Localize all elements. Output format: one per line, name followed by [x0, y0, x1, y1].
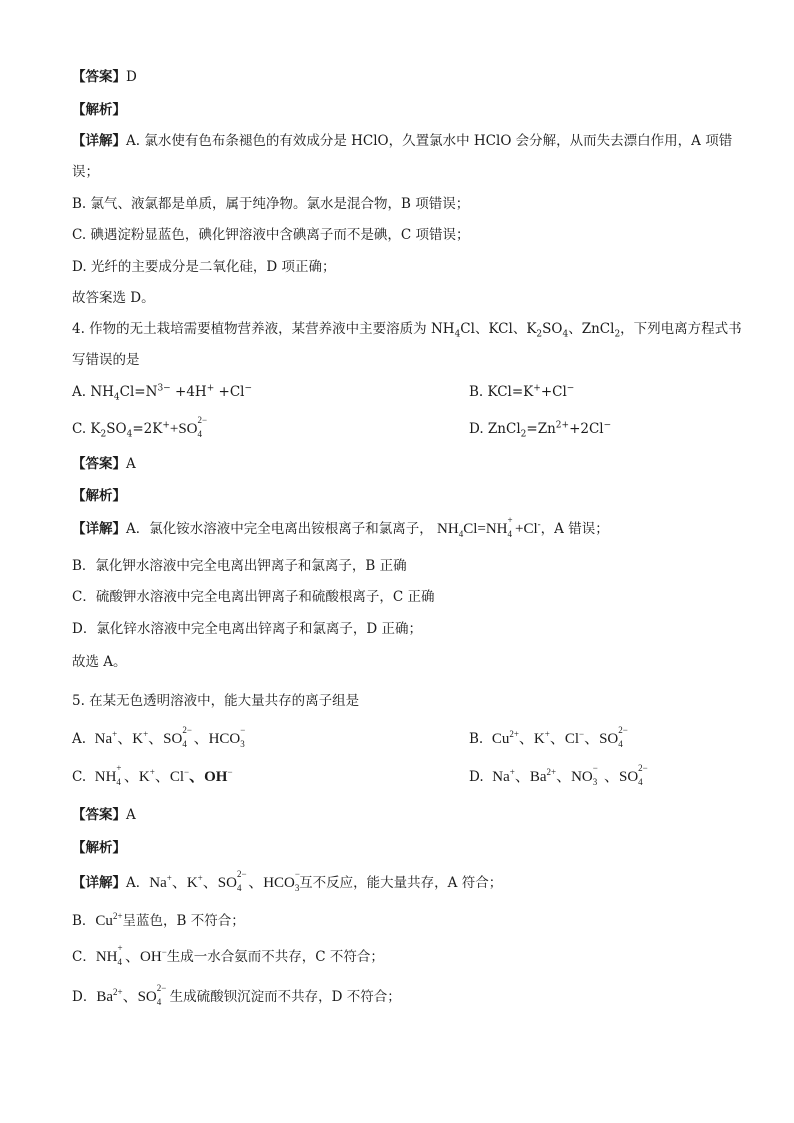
q4-stem-line1: 4. 作物的无土栽培需要植物营养液，某营养液中主要溶质为 $NH_4Cl$、KCl、$K_2SO_4$、ZnCl$_2$，下列电离方程式书: [72, 321, 742, 340]
q5-option-a: A. Na+、K+、SO 2− 4 、HCO − 3: [72, 725, 246, 750]
answer-value: D: [126, 69, 137, 85]
q4-options-row2: [72, 415, 612, 440]
q5-detail-a: 【详解】A．Na+、K+、SO 2− 4 、HCO − 3 互不反应，能大量共存，A 符合；: [72, 869, 503, 894]
q5-analysis-heading: 【解析】: [72, 840, 126, 856]
q4-detail-b: B．氯化钾水溶液中完全电离出钾离子和氯离子，B 正确: [72, 558, 407, 574]
q5-stem: 5. 在某无色透明溶液中，能大量共存的离子组是: [72, 693, 360, 709]
q5-detail-d: D．$Ba^{2+}$、SO 2− 4 生成硫酸钡沉淀而不共存，D 不符合；: [72, 983, 401, 1008]
q4-answer-line: 【答案】A: [72, 456, 136, 472]
q5-detail-b: B．$Cu^{2+}$呈蓝色，B 不符合；: [72, 911, 245, 929]
q4-option-d: D. $ZnCl_2=Zn^{2+}+2Cl^-$: [469, 420, 612, 440]
q3-answer-line: [72, 68, 137, 86]
q4-option-a: A. $NH_4Cl=N^{3-} +4H^+ +Cl^-$: [72, 383, 253, 403]
q5-option-c: C. NH + 4 、K+、Cl−、OH−: [72, 763, 233, 788]
q5-option-d: D. Na+、$Ba^{2+}$、NO − 3 、SO 2− 4: [469, 763, 648, 788]
q3-detail-c: C. 碘遇淀粉显蓝色，碘化钾溶液中含碘离子而不是碘，C 项错误；: [72, 227, 470, 243]
q5-options-row1: [72, 725, 628, 750]
answer-tag: 【答案】: [72, 69, 126, 85]
q4-detail-c: C．硫酸钾水溶液中完全电离出钾离子和硫酸根离子，C 正确: [72, 589, 435, 605]
q5-options-row2: [72, 763, 648, 788]
q4-option-b: B. KCl=K++Cl−: [469, 383, 575, 400]
q5-answer-line: 【答案】A: [72, 807, 136, 823]
q3-detail-a-line1: 【详解】A. 氯水使有色布条褪色的有效成分是 HClO，久置氯水中 HClO 会分解，从而失去漂白作用，A 项错: [72, 133, 733, 149]
q5-option-b: B. $Cu^{2+}$、K+、Cl−、SO 2− 4: [469, 725, 628, 750]
q4-analysis-heading: 【解析】: [72, 488, 126, 504]
q4-stem-line2: 写错误的是: [72, 352, 140, 368]
q4-detail-a: 【详解】A．氯化铵水溶液中完全电离出铵根离子和氯离子， $NH_4Cl=NH$ + 4 +Cl-，A 错误；: [72, 515, 609, 540]
q4-conclusion: 故选 A。: [72, 654, 127, 670]
q4-option-c: C. $K_2SO_4=2K^++SO$ 2− 4: [72, 415, 208, 440]
q3-detail-a-line2: 误；: [72, 164, 99, 180]
q3-conclusion: 故答案选 D。: [72, 290, 155, 306]
q5-detail-c: C．NH + 4 、OH−生成一水合氨而不共存，C 不符合；: [72, 943, 384, 968]
q4-detail-d: D．氯化锌水溶液中完全电离出锌离子和氯离子，D 正确；: [72, 621, 422, 637]
q4-options-row1: [72, 383, 575, 403]
q3-detail-b: B. 氯气、液氯都是单质，属于纯净物。氯水是混合物，B 项错误；: [72, 196, 470, 212]
q3-analysis-heading: 【解析】: [72, 102, 126, 118]
q3-detail-d: D. 光纤的主要成分是二氧化硅，D 项正确；: [72, 259, 336, 275]
